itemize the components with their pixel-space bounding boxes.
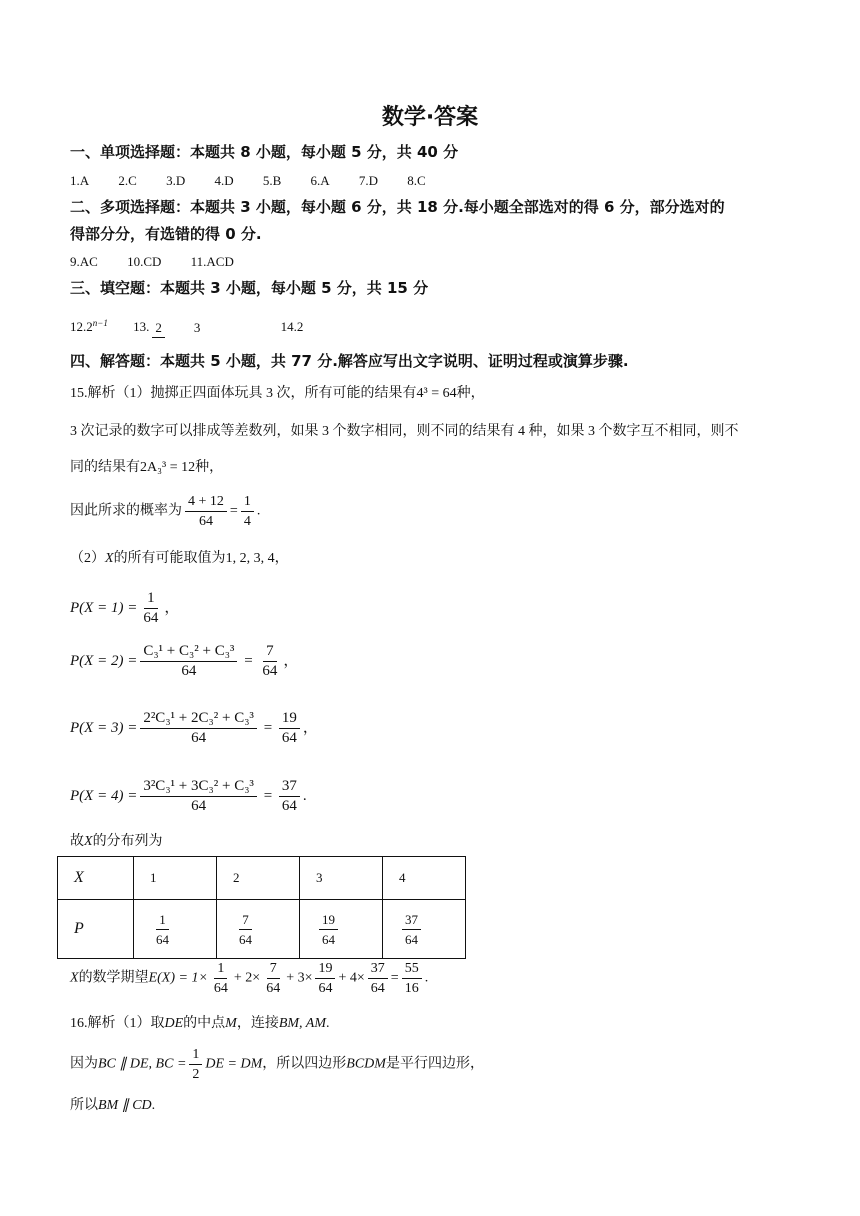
answer-3: 3.D	[166, 173, 186, 188]
prob-x3: P(X = 3) = $\frac{\text{2²C₃¹ + 2C₃² + C₃³}}{64}$ = $\frac{19}{64}$ ，	[70, 710, 318, 747]
section-2-answers	[70, 253, 260, 271]
distribution-table	[57, 856, 466, 959]
q16-line1: 16.解析（1）取DE的中点M，连接BM, AM.	[70, 1016, 330, 1031]
table-header-cell: 2	[217, 857, 300, 900]
answer-14: 14.2	[280, 319, 304, 335]
section-2-heading-line1: 二、多项选择题：本题共 3 小题，每小题 6 分，共 18 分.每小题全部选对的得 6 分，部分选对的	[70, 198, 725, 216]
answer-5: 5.B	[262, 173, 282, 188]
q16-line2: 因为BC ∥ DE, BC = $\frac{1}{2}$ DE = DM，所以四边形BCDM是平行四边形，	[70, 1047, 484, 1082]
table-cell: $\frac{19}{64}$	[300, 900, 383, 959]
expectation-line: X的数学期望E(X) = 1× $\frac{1}{64}$ + 2× $\frac{7}{64}$ + 3× $\frac{19}{64}$ + 4× $\frac{37}{64}$ = $\frac{55}{16}$ .	[70, 961, 429, 996]
answer-10: 10.CD	[127, 254, 162, 269]
answer-12: $12.2^{n-1}$	[70, 318, 108, 335]
table-header-cell: 1	[134, 857, 217, 900]
table-label-p: P	[58, 900, 134, 959]
q15-line4: 因此所求的概率为 $\frac{4 + 12}{64}$ = $\frac{1}{4}$ .	[70, 494, 261, 529]
q15-line2: 3 次记录的数字可以排成等差数列，如果 3 个数字相同，则不同的结果有 4 种，如果 3 个数字互不相同，则不	[70, 424, 739, 439]
table-cell: $\frac{37}{64}$	[383, 900, 466, 959]
answer-7: 7.D	[358, 173, 379, 188]
prob-x1: P(X = 1) = $\frac{1}{64}$ ，	[70, 590, 180, 627]
table-header-cell: 3	[300, 857, 383, 900]
answer-4: 4.D	[214, 173, 234, 188]
table-cell: $\frac{7}{64}$	[217, 900, 300, 959]
prob-x2: P(X = 2) = $\frac{\text{C₃¹ + C₃² + C₃³}}{64}$ = $\frac{7}{64}$ ，	[70, 643, 299, 680]
answer-13-fraction: 2 3	[152, 310, 229, 346]
section-1-answers	[70, 172, 452, 190]
table-row-probability	[58, 900, 466, 959]
section-4-heading: 四、解答题：本题共 5 小题，共 77 分.解答应写出文字说明、证明过程或演算步骤.	[70, 352, 629, 370]
answer-9: 9.AC	[70, 254, 98, 269]
section-2-heading-line2: 得部分分，有选错的得 0 分.	[70, 225, 262, 243]
answer-13: 13. 2 3	[133, 309, 255, 346]
table-row-header	[58, 857, 466, 900]
answer-2: 2.C	[118, 173, 137, 188]
q16-line3: 所以BM ∥ CD.	[70, 1098, 156, 1113]
q15-line1: 15.解析（1）抛掷正四面体玩具 3 次，所有可能的结果有4³ = 64种，	[70, 386, 485, 401]
prob-x4: P(X = 4) = $\frac{\text{3²C₃¹ + 3C₃² + C₃³}}{64}$ = $\frac{37}{64}$ .	[70, 778, 307, 815]
table-header-x: X	[58, 857, 134, 900]
table-header-cell: 4	[383, 857, 466, 900]
table-cell: $\frac{1}{64}$	[134, 900, 217, 959]
q15-line3: 同的结果有2A₃³ = 12种，	[70, 460, 224, 475]
answer-8: 8.C	[407, 173, 426, 188]
section-3-answers	[70, 305, 329, 346]
section-1-heading: 一、单项选择题：本题共 8 小题，每小题 5 分，共 40 分	[70, 143, 459, 161]
answer-1: 1.A	[70, 173, 90, 188]
section-3-heading: 三、填空题：本题共 3 小题，每小题 5 分，共 15 分	[70, 279, 429, 297]
q15-line5: （2）X的所有可能取值为1, 2, 3, 4，	[70, 551, 289, 566]
answer-11: 11.ACD	[190, 254, 234, 269]
page-title: 数学·答案	[381, 105, 479, 130]
answer-6: 6.A	[310, 173, 330, 188]
distribution-intro: 故X的分布列为	[70, 834, 163, 849]
